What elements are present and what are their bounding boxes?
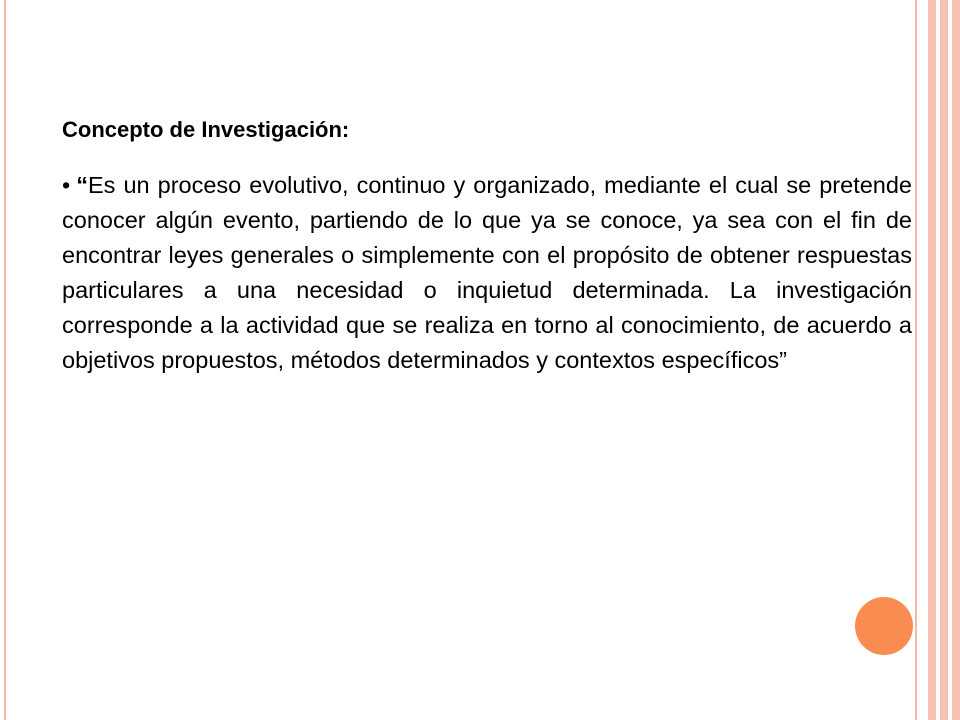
orange-circle-icon: [855, 597, 913, 655]
slide-heading: Concepto de Investigación:: [62, 117, 350, 142]
slide-content: [62, 116, 912, 378]
bullet-icon: •: [62, 172, 71, 198]
bullet-paragraph: [62, 168, 912, 378]
definition-text: Es un proceso evolutivo, continuo y organizado, mediante el cual se pretende conocer algún evento, partiendo de lo que ya se conoce, ya sea con el fin de encontrar leyes generales o simplemente con el propósito de obtener respuestas particulares a una necesidad o inquietud determinada. La investigación corresponde a la actividad que se realiza en torno al conocimiento, de acuerdo a objetivos propuestos, métodos determinados y contextos específicos”: [62, 172, 912, 373]
decorative-stripes: [918, 0, 960, 720]
opening-quote: “: [76, 172, 88, 198]
